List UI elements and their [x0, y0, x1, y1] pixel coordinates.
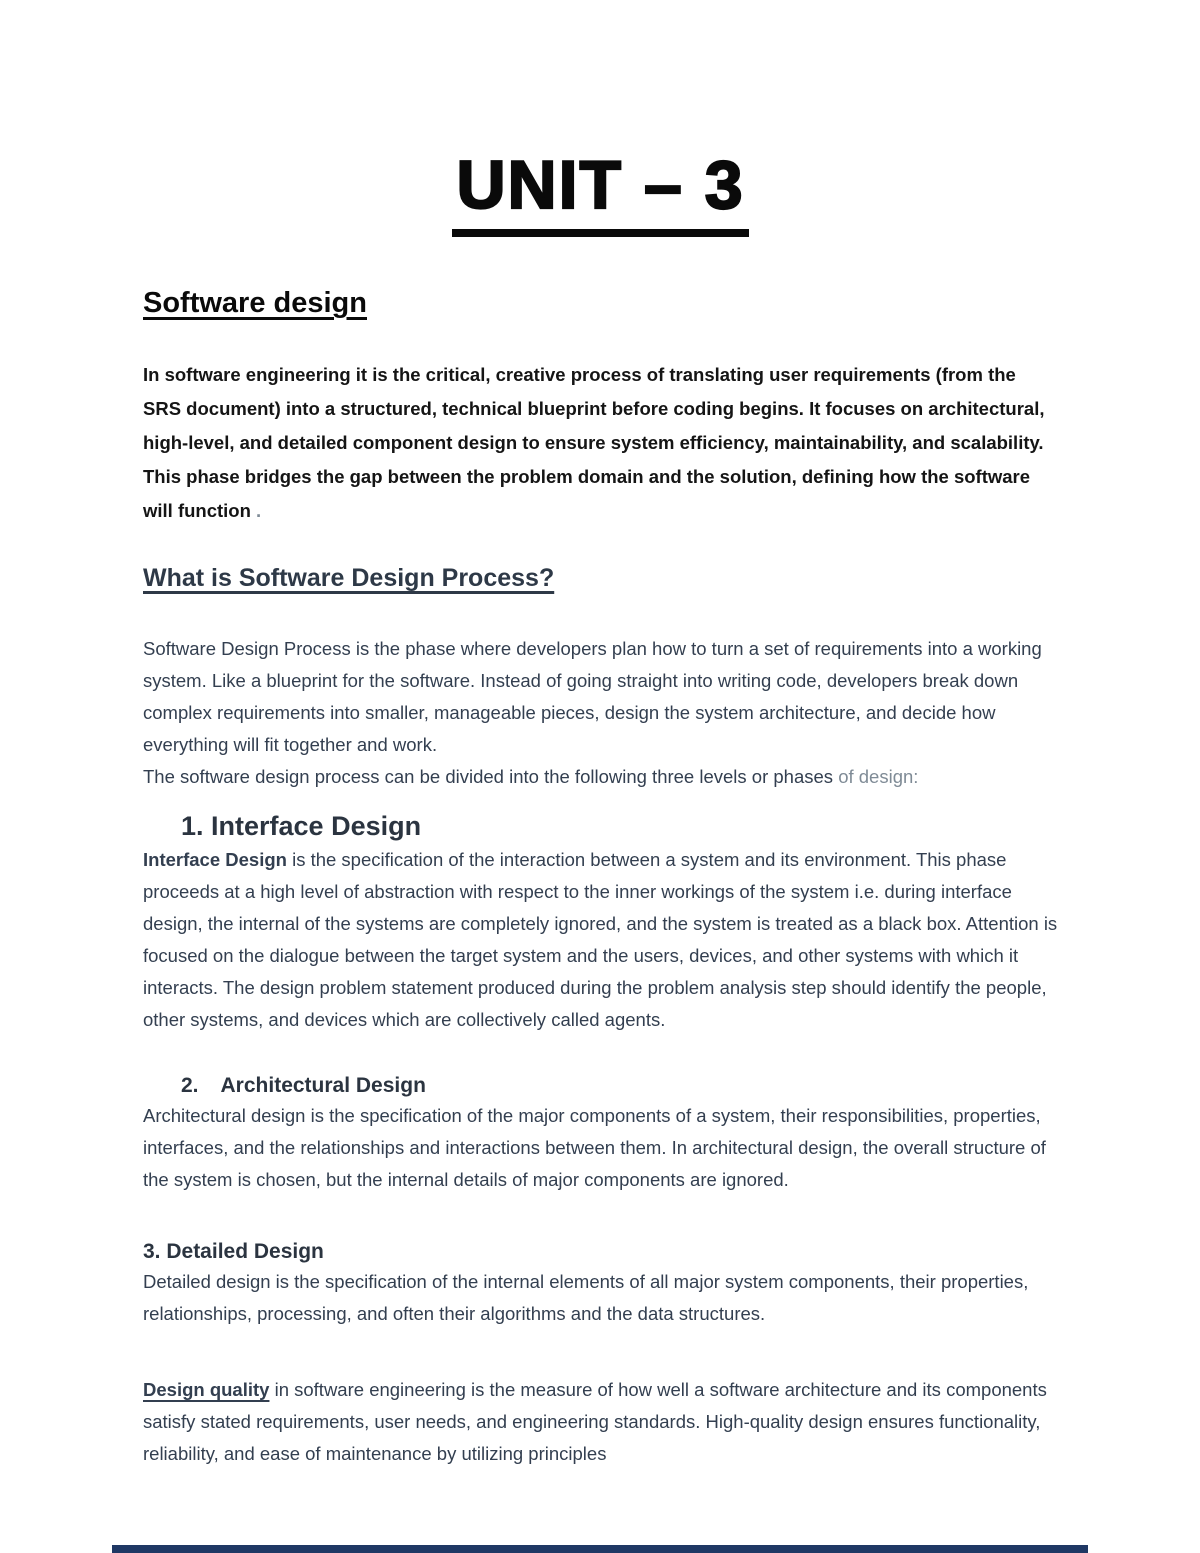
- paragraph-architectural-design-text: Architectural design is the specification of the major components of a system, their responsibilities, properties, interfaces, and the relationships and interactions between them. In architectural design, the overall structure of the system is chosen, but the internal details of major components are ignored.: [143, 1105, 1046, 1191]
- heading-architectural-label: Architectural Design: [220, 1074, 426, 1098]
- footer-bar: [112, 1545, 1088, 1553]
- heading-interface-design: 1. Interface Design: [181, 811, 422, 842]
- paragraph-intro-suffix: .: [250, 500, 262, 522]
- design-quality-lead-bold: Design quality: [143, 1379, 270, 1401]
- paragraph-interface-design: [143, 844, 1058, 1036]
- paragraph-architectural-design: [143, 1100, 1058, 1196]
- interface-design-lead-bold: Interface Design: [143, 849, 287, 871]
- paragraph-intro: [143, 358, 1058, 528]
- paragraph-design-quality-text: in software engineering is the measure of how well a software architecture and its components satisfy stated requirements, user needs, and engineering standards. High-quality design ensures functionality, reliability, and ease of maintenance by utilizing principles: [143, 1379, 1047, 1465]
- paragraph-three-levels-text: The software design process can be divided into the following three levels or phases: [143, 766, 839, 788]
- paragraph-intro-text: In software engineering it is the critical, creative process of translating user requirements (from the SRS document) into a structured, technical blueprint before coding begins. It focuses on architectural, high-level, and detailed component design to ensure system efficiency, maintainability, and scalability. This phase bridges the gap between the problem domain and the solution, defining how the software will function: [143, 364, 1045, 522]
- paragraph-interface-design-text: is the specification of the interaction between a system and its environment. This phase proceeds at a high level of abstraction with respect to the inner workings of the system i.e. during interface design, the internal of the systems are completely ignored, and the system is treated as a black box. Attention is focused on the dialogue between the target system and the users, devices, and other systems with which it interacts. The design problem statement produced during the problem analysis step should identify the people, other systems, and devices which are collectively called agents.: [143, 849, 1058, 1031]
- paragraph-detailed-design-text: Detailed design is the specification of the internal elements of all major system components, their properties, relationships, processing, and often their algorithms and the data structures.: [143, 1271, 1029, 1325]
- paragraph-three-levels: [143, 761, 1058, 793]
- page-title-text: UNIT – 3: [452, 150, 748, 237]
- heading-architectural-number: 2.: [181, 1074, 199, 1098]
- heading-architectural-design: [143, 1074, 1058, 1098]
- paragraph-design-quality: [143, 1374, 1058, 1470]
- paragraph-three-levels-light-text: of design:: [838, 766, 919, 788]
- heading-software-design: Software design: [143, 287, 367, 320]
- heading-detailed-design: 3. Detailed Design: [143, 1240, 324, 1264]
- heading-what-is-software-design-process: What is Software Design Process?: [143, 564, 555, 593]
- paragraph-detailed-design: [143, 1266, 1058, 1330]
- page-title: [143, 147, 1058, 237]
- paragraph-design-process-text: Software Design Process is the phase where developers plan how to turn a set of requirements into a working system. Like a blueprint for the software. Instead of going straight into writing code, developers break down complex requirements into smaller, manageable pieces, design the system architecture, and decide how everything will fit together and work.: [143, 638, 1042, 756]
- paragraph-design-process: [143, 633, 1058, 761]
